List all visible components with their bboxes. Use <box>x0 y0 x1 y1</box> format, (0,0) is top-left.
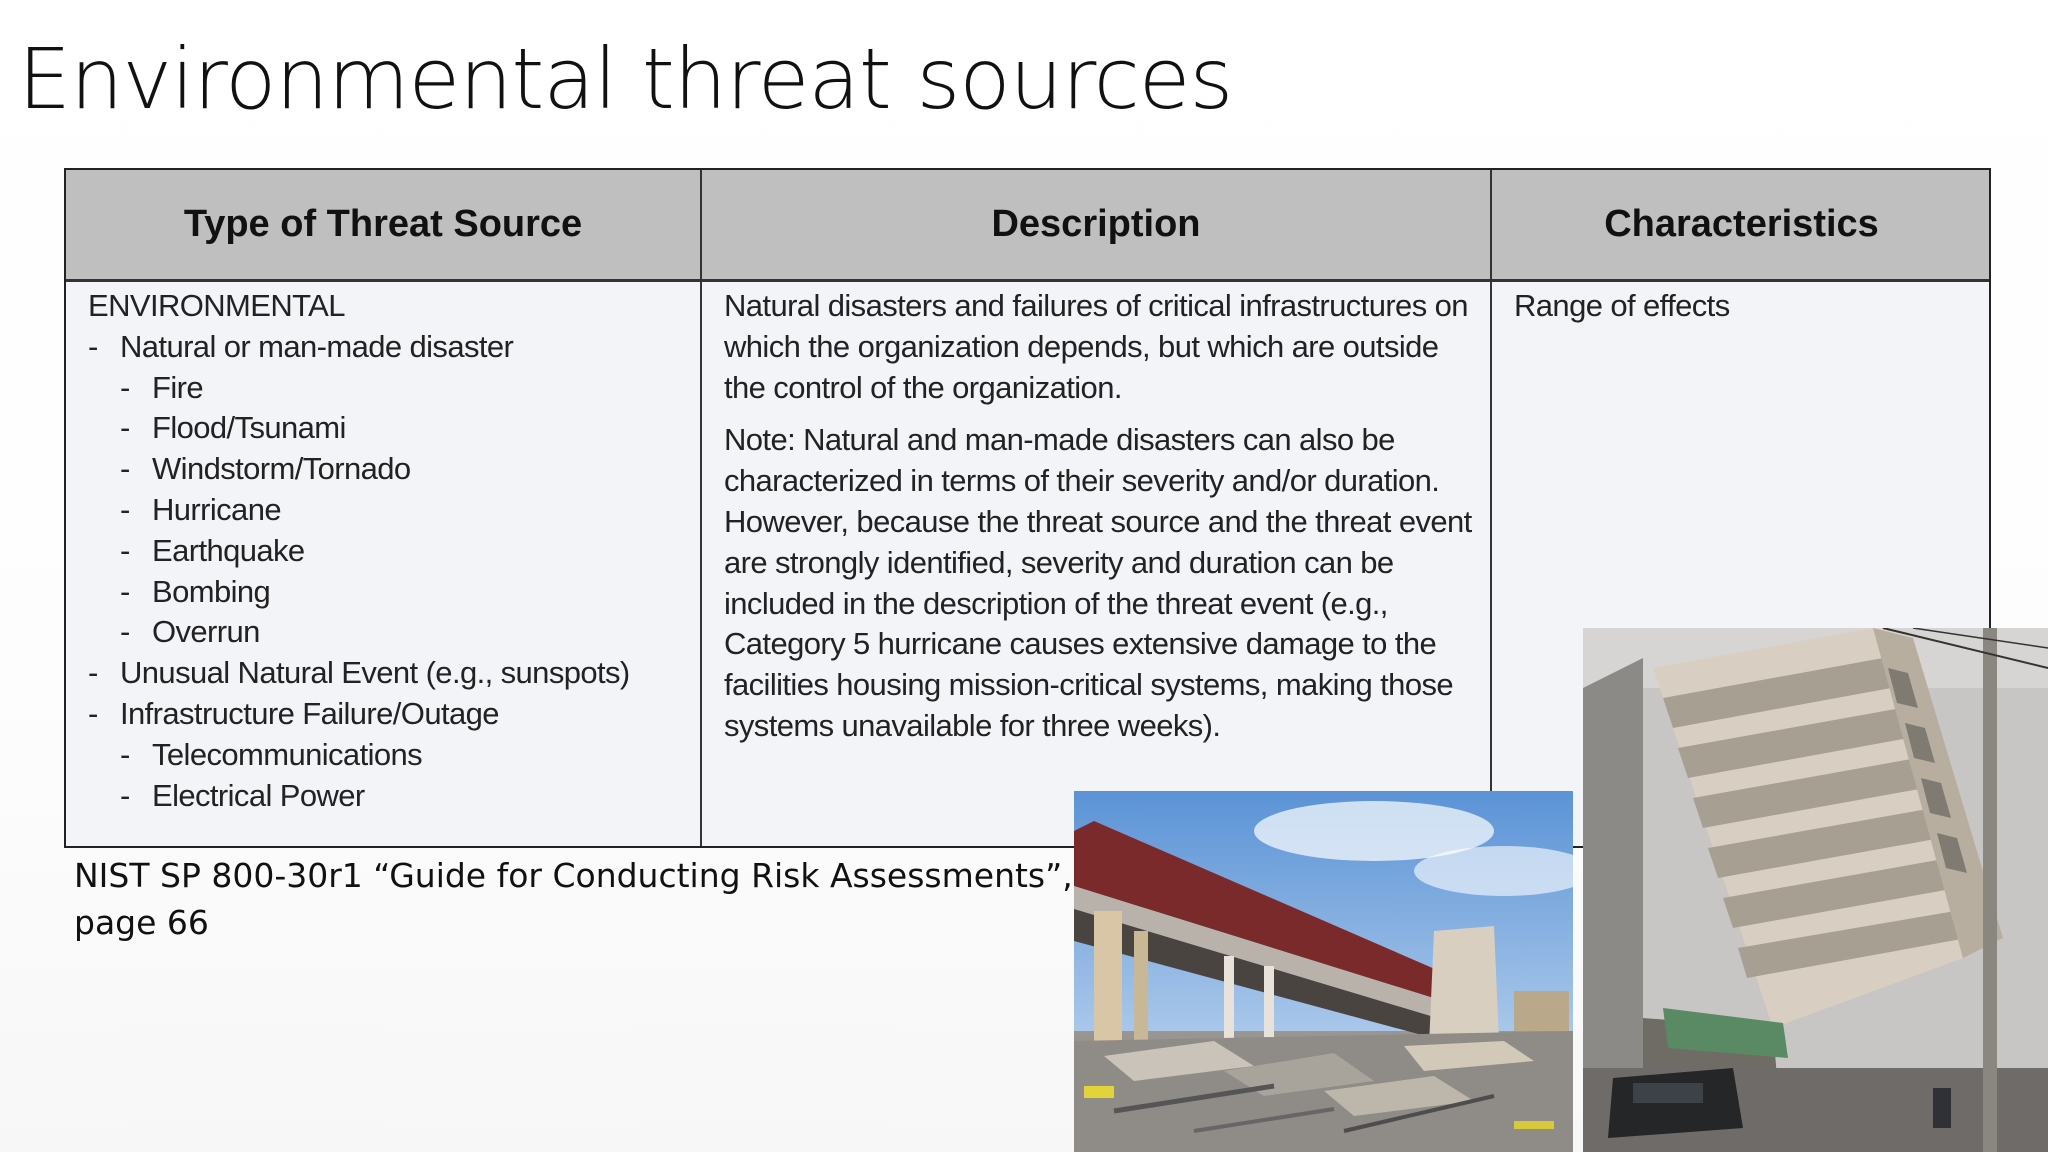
type-list-item <box>88 694 688 735</box>
bullet-dash: - <box>120 777 130 813</box>
type-list-item <box>88 368 688 409</box>
header-description: Description <box>991 203 1201 245</box>
type-list-item <box>88 735 688 776</box>
characteristics-cell <box>1514 286 1974 327</box>
column-divider <box>700 170 702 846</box>
description-line: are strongly identified, severity and duration can be <box>724 544 1394 580</box>
description-line: characterized in terms of their severity and/or duration. <box>724 463 1440 499</box>
header-characteristics: Characteristics <box>1604 203 1879 245</box>
characteristics-text: Range of effects <box>1514 288 1730 323</box>
type-list-item-text: Earthquake <box>152 532 305 568</box>
type-list-item-text: Fire <box>152 369 203 405</box>
type-list-item-text: Hurricane <box>152 491 281 527</box>
description-line: facilities housing mission-critical systems, making those <box>724 667 1454 703</box>
description-line: Category 5 hurricane causes extensive damage to the <box>724 626 1437 662</box>
type-list <box>88 327 688 817</box>
citation-line: NIST SP 800-30r1 “Guide for Conducting Risk Assessments”, <box>74 856 1073 895</box>
description-line: which the organization depends, but which are outside <box>724 328 1439 364</box>
description-line: However, because the threat source and the threat event <box>724 503 1472 539</box>
type-list-item <box>88 449 688 490</box>
type-list-item <box>88 612 688 653</box>
type-list-item <box>88 490 688 531</box>
type-list-item <box>88 408 688 449</box>
description-line: systems unavailable for three weeks). <box>724 707 1221 743</box>
bullet-dash: - <box>120 614 130 650</box>
bullet-dash: - <box>88 695 98 731</box>
type-list-item <box>88 776 688 817</box>
table-header-row <box>66 170 1989 282</box>
description-paragraph <box>724 286 1484 408</box>
type-heading: ENVIRONMENTAL <box>88 288 345 323</box>
type-list-item <box>88 531 688 572</box>
type-list-item-text: Bombing <box>152 573 271 609</box>
type-list-item-text: Flood/Tsunami <box>152 410 346 446</box>
bullet-dash: - <box>120 573 130 609</box>
description-note-paragraph <box>724 420 1484 746</box>
description-cell <box>724 286 1484 747</box>
type-list-item-text: Natural or man-made disaster <box>120 328 514 364</box>
type-cell <box>88 286 688 816</box>
header-type-of-threat-source: Type of Threat Source <box>183 203 583 245</box>
type-list-item <box>88 572 688 613</box>
collapsed-building-image <box>1074 791 1573 1152</box>
type-list-item-text: Telecommunications <box>152 736 423 772</box>
type-list-item-text: Unusual Natural Event (e.g., sunspots) <box>120 655 630 691</box>
tilted-building-photo <box>1583 628 2048 1152</box>
type-list-item-text: Overrun <box>152 614 260 650</box>
bullet-dash: - <box>120 736 130 772</box>
description-line: Natural disasters and failures of critical infrastructures on <box>724 288 1468 323</box>
source-citation <box>74 852 1073 946</box>
bullet-dash: - <box>120 451 130 487</box>
bullet-dash: - <box>120 410 130 446</box>
description-line: included in the description of the threat event (e.g., <box>724 585 1388 621</box>
tilted-building-image <box>1583 628 2048 1152</box>
type-list-item <box>88 327 688 368</box>
bullet-dash: - <box>120 491 130 527</box>
description-line: Note: Natural and man-made disasters can also be <box>724 422 1395 458</box>
bullet-dash: - <box>88 655 98 691</box>
bullet-dash: - <box>88 328 98 364</box>
column-divider <box>1490 170 1492 846</box>
citation-line: page 66 <box>74 903 209 942</box>
type-list-item <box>88 653 688 694</box>
type-list-item-text: Infrastructure Failure/Outage <box>120 695 499 731</box>
type-list-item-text: Electrical Power <box>152 777 365 813</box>
type-list-item-text: Windstorm/Tornado <box>152 451 411 487</box>
slide-title: Environmental threat sources <box>18 30 1233 128</box>
bullet-dash: - <box>120 369 130 405</box>
description-line: the control of the organization. <box>724 369 1122 405</box>
bullet-dash: - <box>120 532 130 568</box>
collapsed-building-photo <box>1074 791 1573 1152</box>
